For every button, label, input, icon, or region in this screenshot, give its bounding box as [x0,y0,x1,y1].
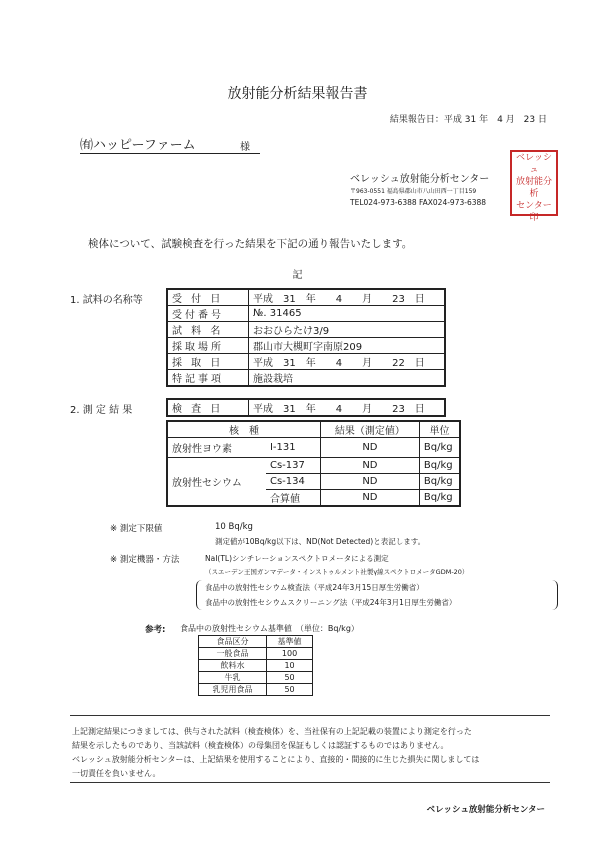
table-row [167,458,460,474]
table-header-row [199,636,313,648]
table-row [167,399,445,416]
row-value: №. 31465 [249,306,446,322]
row-label: 受 付 日 [167,289,249,306]
table-row [199,672,313,684]
limit-value: 10 Bq/kg [215,522,253,532]
table-row [199,684,313,696]
cesium-unit: Bq/kg [419,458,460,474]
cesium-total-unit: Bq/kg [419,490,460,507]
ref-header-category: 食品区分 [199,636,267,648]
reference-label: 参考: [145,625,166,635]
results-table [166,420,461,507]
row-label: 採取場所 [167,338,249,354]
ki-marker: 記 [292,270,303,281]
table-row [167,338,445,354]
table-row [199,648,313,660]
row-value: 平成 31 年 4 月 22 日 [249,354,446,370]
method-2: 食品中の放射性セシウムスクリーニング法（平成24年3月1日厚生労働省） [205,598,457,607]
section2-label: 2. 測 定 結 果 [70,405,133,416]
header-result: 結果（測定値） [320,421,419,438]
company-seal [510,150,558,223]
header-unit: 単位 [419,421,460,438]
ref-category: 飲料水 [199,660,267,672]
cesium-result: ND [320,474,419,490]
table-row [167,438,460,458]
row-label: 試 料 名 [167,322,249,338]
cesium-nuclide: Cs-137 [266,458,320,474]
table-row [167,289,445,306]
seal-line: センター [516,201,552,211]
limit-label: ※ 測定下限値 [110,524,163,534]
issuer-phone: TEL024-973-6388 FAX024-973-6388 [350,198,487,207]
cesium-total-label: 合算値 [266,490,320,507]
divider [70,715,550,716]
ref-category: 乳児用食品 [199,684,267,696]
table-row [199,660,313,672]
row-value: おおひらたけ3/9 [249,322,446,338]
header-nuclide: 核 種 [167,421,320,438]
row-value: 郡山市大槻町字南原209 [249,338,446,354]
inspection-date-table [166,398,446,417]
cesium-name: 放射性セシウム [167,458,266,507]
table-row [167,306,445,322]
row-value: 平成 31 年 4 月 23 日 [249,289,446,306]
cesium-result: ND [320,458,419,474]
issuer-name: ベレッシュ放射能分析センター [350,174,490,185]
issuer-address: 〒963-0551 福島県郡山市八山田西一丁目159 [350,188,477,195]
footer-company: ベレッシュ放射能分析センター [426,805,545,815]
table-row [167,354,445,370]
cesium-unit: Bq/kg [419,474,460,490]
recipient-block [80,133,260,154]
table-row [167,370,445,387]
equipment-line1: NaI(TL)シンチレーションスペクトロメータによる測定 [205,554,389,563]
row-label: 採 取 日 [167,354,249,370]
ref-value: 50 [267,684,313,696]
page-title: 放射能分析結果報告書 [227,86,368,102]
disclaimer-line: ベレッシュ放射能分析センターは、上記結果を使用することにより、直接的・間接的に生じた損失に関しましては [72,755,480,764]
divider [70,782,550,783]
ref-value: 10 [267,660,313,672]
ref-header-value: 基準値 [267,636,313,648]
row-label: 特記事項 [167,370,249,387]
seal-line: ベレッシュ [516,153,552,175]
report-date: 結果報告日：平成 31 年 4 月 23 日 [389,115,547,125]
recipient-honorific: 様 [240,142,250,153]
ref-category: 牛乳 [199,672,267,684]
disclaimer-line: 上記測定結果につきましては、供与された試料（検査検体）を、当社保有の上記記載の装置により測定を行った [72,727,472,736]
seal-line: 放射能分析 [515,177,552,199]
recipient-name: ㈲ハッピーファーム [80,138,196,153]
ref-category: 一般食品 [199,648,267,660]
ref-value: 100 [267,648,313,660]
cesium-nuclide: Cs-134 [266,474,320,490]
seal-line: 印 [529,213,539,223]
equipment-line2: （スエーデン王国ガンマデータ・インストゥルメント社製γ線スペクトロメータGDM-20） [205,568,469,576]
inspection-date-value: 平成 31 年 4 月 23 日 [249,399,446,416]
reference-table [198,635,313,696]
limit-note: 測定値が10Bq/kg以下は、ND(Not Detected)と表記します。 [215,537,426,546]
iodine-nuclide: I-131 [266,438,320,458]
row-value: 施設栽培 [249,370,446,387]
table-row [167,322,445,338]
reference-title: 食品中の放射性セシウム基準値 （単位：Bq/kg） [180,624,359,633]
disclaimer-line: 結果を示したものであり、当該試料（検査検体）の母集団を保証もしくは認証するものではありません。 [72,741,449,750]
equipment-label: ※ 測定機器・方法 [110,555,180,565]
disclaimer-line: 一切責任を負いません。 [72,769,161,778]
section1-label: 1. 試料の名称等 [70,295,143,306]
iodine-unit: Bq/kg [419,438,460,458]
table-header-row [167,421,460,438]
intro-text: 検体について、試験検査を行った結果を下記の通り報告いたします。 [88,238,413,250]
iodine-name: 放射性ヨウ素 [167,438,266,458]
iodine-result: ND [320,438,419,458]
sample-info-table [166,288,446,387]
ref-value: 50 [267,672,313,684]
cesium-total-result: ND [320,490,419,507]
row-label: 受付番号 [167,306,249,322]
method-1: 食品中の放射性セシウム検査法（平成24年3月15日厚生労働省） [205,583,424,592]
inspection-date-label: 検 査 日 [167,399,249,416]
